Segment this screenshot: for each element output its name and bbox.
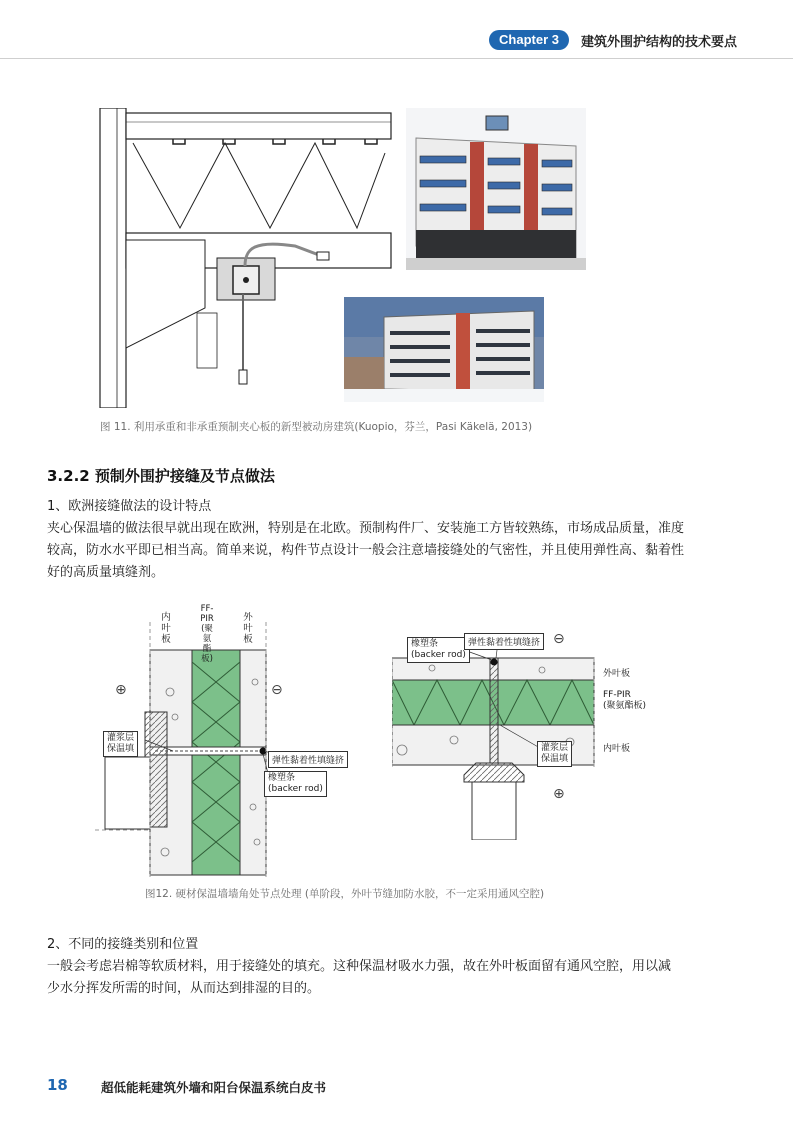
chapter-title: 建筑外围护结构的技术要点 (581, 35, 738, 50)
left-backer-line-2: (backer rod) (268, 784, 323, 794)
right-label-outer-leaf: 外叶板 (603, 669, 631, 679)
left-grout-line-1: 灌浆层 (107, 733, 135, 743)
right-label-inner-leaf: 内叶板 (603, 744, 631, 754)
left-warm-side-plus: ⊕ (115, 682, 127, 698)
header-divider (0, 58, 793, 59)
left-sealant-label: 弹性黏着性填缝挤 (268, 751, 348, 768)
paragraph-1-line-3: 好的高质量填缝剂。 (47, 565, 165, 580)
left-backer-line-1: 橡塑条 (268, 773, 296, 783)
chapter-badge: Chapter 3 (489, 30, 569, 50)
right-warm-side-plus: ⊕ (553, 786, 565, 802)
building-photo-winter (344, 297, 544, 402)
right-label-pir (603, 690, 646, 712)
paragraph-2-line-1: 一般会考虑岩棉等软质材料，用于接缝处的填充。这种保温材吸水力强，故在外叶板面留有通风空腔，用以减 (47, 959, 672, 974)
left-backer-rod-label (264, 771, 327, 797)
right-backer-line-2: (backer rod) (411, 650, 466, 660)
figure-11-caption: 图 11. 利用承重和非承重预制夹心板的新型被动房建筑(Kuopio，芬兰，Pasi Käkelä, 2013) (100, 421, 533, 433)
section-title: 3.2.2 预制外围护接缝及节点做法 (47, 467, 275, 485)
right-pir-line-2: (聚氨酯板) (603, 701, 647, 711)
building-photo-front (406, 108, 586, 270)
right-backer-rod-label (407, 637, 470, 663)
right-backer-line-1: 橡塑条 (411, 639, 439, 649)
figure-12-caption: 图12. 硬材保温墙墙角处节点处理 (单阶段，外叶节缝加防水胶，不一定采用通风空腔) (145, 888, 545, 900)
left-cold-side-minus: ⊖ (271, 682, 283, 698)
paragraph-1-line-1: 夹心保温墙的做法很早就出现在欧洲，特别是在北欧。预制构件厂、安装施工方皆较熟练，市场成品质量，准度 (47, 521, 685, 536)
page-number: 18 (47, 1076, 68, 1094)
left-label-pir: FF-PIR (聚氨酯板) (200, 604, 214, 664)
right-grout-line-2: 保温填 (541, 754, 569, 764)
subsection-2-title: 2、不同的接缝类别和位置 (47, 937, 199, 952)
right-cold-side-minus: ⊖ (553, 631, 565, 647)
left-label-outer-leaf: 外叶板 (243, 612, 253, 645)
right-sealant-label: 弹性黏着性填缝挤 (464, 633, 544, 650)
right-pir-line-1: FF-PIR (603, 690, 631, 700)
right-grout-line-1: 灌浆层 (541, 743, 569, 753)
subsection-1-title: 1、欧洲接缝做法的设计特点 (47, 499, 212, 514)
left-label-inner-leaf: 内叶板 (161, 612, 171, 645)
left-grout-line-2: 保温填 (107, 744, 135, 754)
paragraph-1-line-2: 较高，防水水平即已相当高。简单来说，构件节点设计一般会注意墙接缝处的气密性，并且使用弹性高、黏着性 (47, 543, 685, 558)
right-grout-label (537, 741, 572, 767)
left-grout-label (103, 731, 138, 757)
paragraph-2-line-2: 少水分挥发所需的时间，从而达到排湿的目的。 (47, 981, 321, 996)
footer-book-title: 超低能耗建筑外墙和阳台保温系统白皮书 (101, 1080, 327, 1095)
